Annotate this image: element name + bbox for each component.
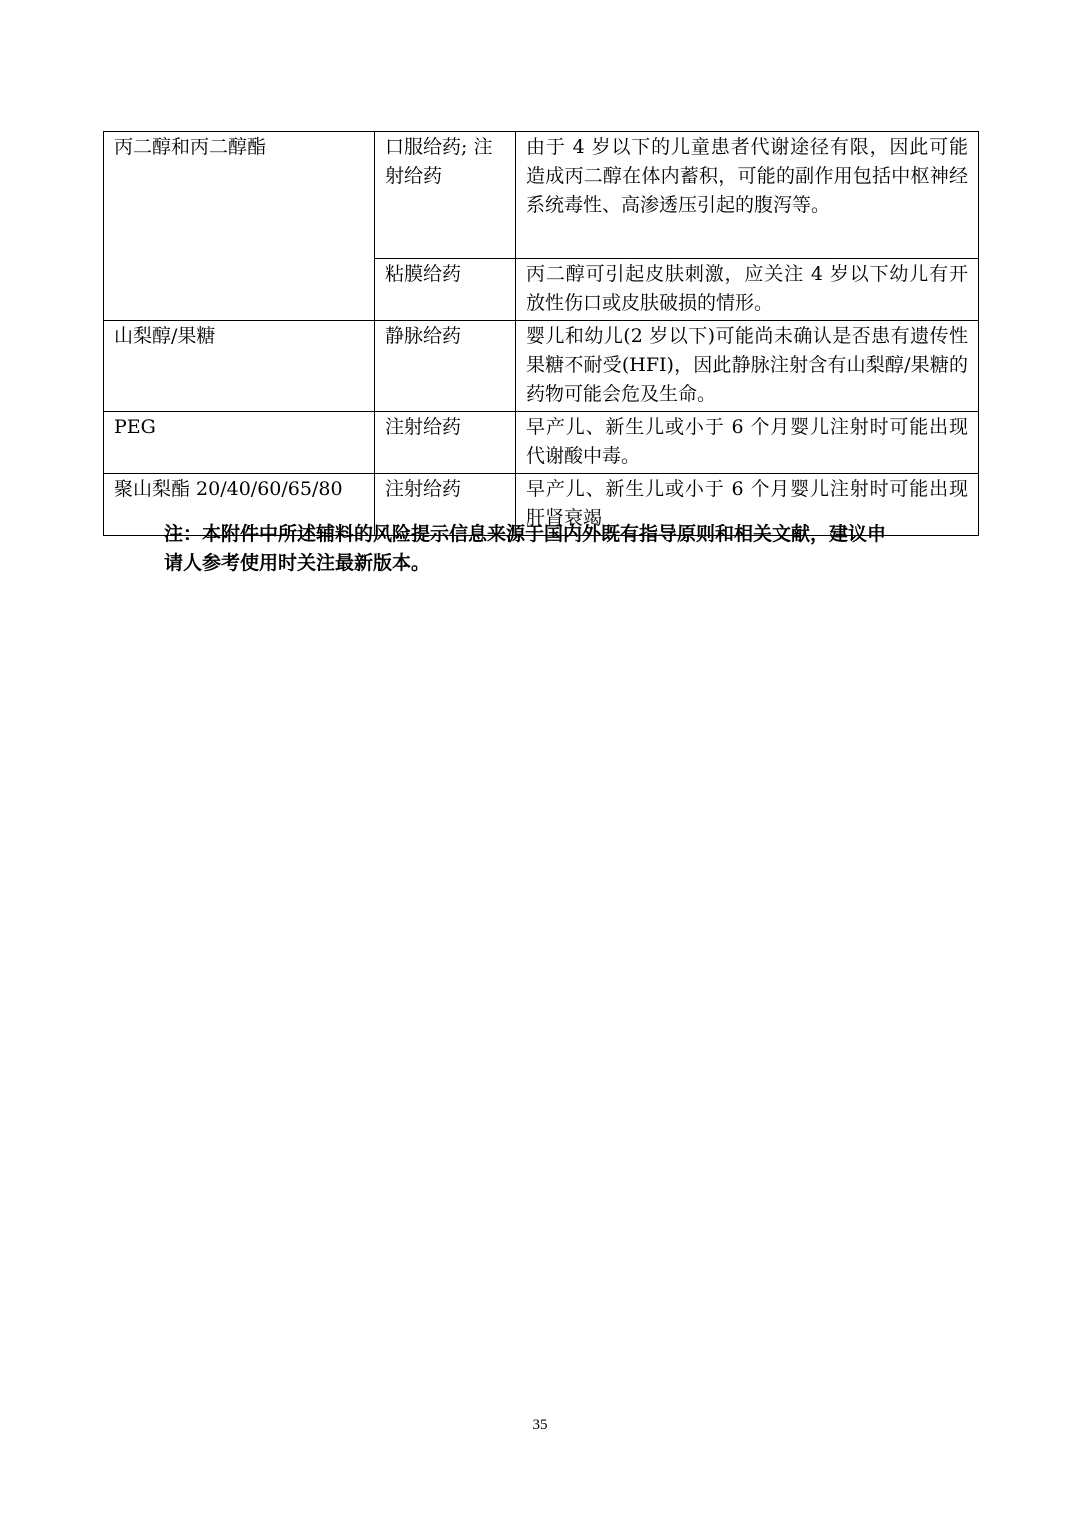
table-footnote: 注：本附件中所述辅料的风险提示信息来源于国内外既有指导原则和相关文献，建议申请人参考使用时关注最新版本。 [164,523,887,574]
excipient-cell: 丙二醇和丙二醇酯 [104,132,375,321]
risk-cell: 早产儿、新生儿或小于 6 个月婴儿注射时可能出现肝肾衰竭 [516,474,979,536]
table-row [104,412,979,474]
route-cell: 粘膜给药 [375,259,516,321]
route-cell: 口服给药; 注射给药 [375,132,516,259]
risk-cell: 由于 4 岁以下的儿童患者代谢途径有限，因此可能造成丙二醇在体内蓄积，可能的副作用包括中枢神经系统毒性、高渗透压引起的腹泻等。 [516,132,979,259]
risk-cell: 早产儿、新生儿或小于 6 个月婴儿注射时可能出现代谢酸中毒。 [516,412,979,474]
excipient-risk-table [103,131,979,536]
route-cell: 注射给药 [375,474,516,536]
excipient-cell: 聚山梨酯 20/40/60/65/80 [104,474,375,536]
table-row [104,132,979,259]
risk-cell: 丙二醇可引起皮肤刺激，应关注 4 岁以下幼儿有开放性伤口或皮肤破损的情形。 [516,259,979,321]
risk-cell: 婴儿和幼儿(2 岁以下)可能尚未确认是否患有遗传性果糖不耐受(HFI)，因此静脉注射含有山梨醇/果糖的药物可能会危及生命。 [516,321,979,412]
page-number: 35 [532,1417,548,1433]
excipient-cell: PEG [104,412,375,474]
route-cell: 注射给药 [375,412,516,474]
excipient-cell: 山梨醇/果糖 [104,321,375,412]
route-cell: 静脉给药 [375,321,516,412]
table-row [104,321,979,412]
